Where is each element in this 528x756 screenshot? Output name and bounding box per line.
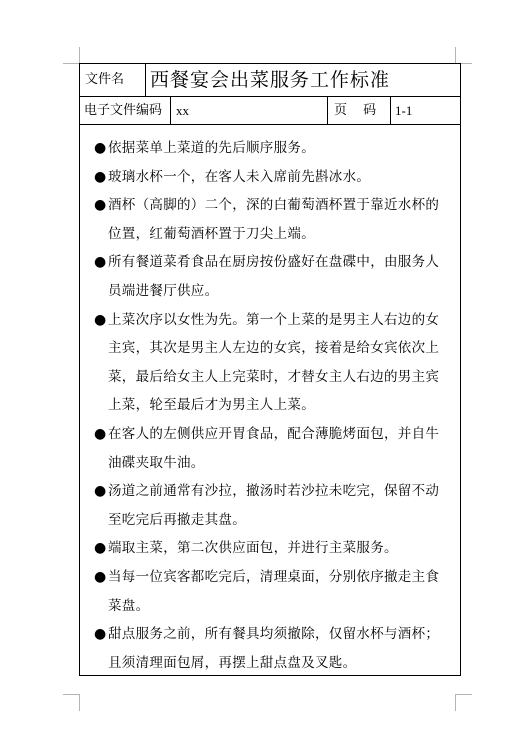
page-label: 页 码 — [328, 97, 391, 124]
bullet-icon: ● — [94, 568, 107, 585]
crop-mark-top-left — [63, 47, 80, 64]
bullet-icon: ● — [94, 168, 107, 185]
list-item — [94, 191, 449, 248]
bullet-icon: ● — [94, 197, 107, 214]
list-item-text: 端取主菜，第二次供应面包，并进行主菜服务。 — [108, 540, 398, 557]
code-value: xx — [171, 97, 328, 124]
list-item-text: 酒杯（高脚的）二个，深的白葡萄酒杯置于靠近水杯的位置，红葡萄酒杯置于刀尖上端。 — [108, 197, 440, 242]
doc-title: 西餐宴会出菜服务工作标准 — [150, 69, 391, 91]
list-item — [94, 134, 449, 163]
content-list — [94, 134, 449, 677]
bullet-icon: ● — [94, 254, 107, 271]
crop-mark-bottom-right — [455, 694, 472, 711]
bullet-icon: ● — [94, 483, 107, 500]
list-item-text: 玻璃水杯一个，在客人未入席前先斟冰水。 — [108, 168, 371, 185]
page-value: 1-1 — [395, 103, 413, 118]
crop-mark-top-right — [455, 47, 472, 64]
title-row — [80, 64, 460, 97]
code-label: 电子文件编码 — [80, 97, 171, 124]
bullet-icon: ● — [94, 626, 107, 643]
list-item — [94, 563, 449, 620]
list-item-text: 依据菜单上菜道的先后顺序服务。 — [108, 140, 315, 156]
list-item-text: 所有餐道菜肴食品在厨房按份盛好在盘碟中，由服务人员端进餐厅供应。 — [108, 254, 440, 299]
bullet-icon: ● — [94, 540, 107, 557]
crop-mark-bottom-left — [63, 694, 80, 711]
list-item-text: 在客人的左侧供应开胃食品，配合薄脆烤面包，并自牛油碟夹取牛油。 — [108, 425, 440, 471]
doc-label: 文件名 — [80, 64, 146, 96]
list-item-text: 上菜次序以女性为先。第一个上菜的是男主人右边的女主宾，其次是男主人左边的女宾，接着是给女宾依次上菜，最后给女主人上完菜时，才替女主人右边的男主宾上菜，轮至最后才为男主人上菜。 — [108, 311, 440, 414]
list-item-text: 汤道之前通常有沙拉，撤汤时若沙拉未吃完，保留不动至吃完后再撤走其盘。 — [108, 483, 440, 528]
bullet-icon: ● — [94, 311, 107, 328]
list-item — [94, 477, 449, 534]
list-item — [94, 620, 449, 677]
code-row — [80, 97, 460, 125]
list-item — [94, 534, 449, 563]
list-item — [94, 306, 449, 420]
list-item-text: 当每一位宾客都吃完后，清理桌面，分别依序撤走主食菜盘。 — [108, 568, 440, 614]
list-item — [94, 163, 449, 192]
bullet-icon: ● — [94, 140, 107, 156]
list-item-text: 甜点服务之前，所有餐具均须撤除，仅留水杯与酒杯；且须清理面包屑，再摆上甜点盘及叉匙。 — [108, 626, 440, 671]
bullet-icon: ● — [94, 425, 107, 442]
document-sheet — [79, 63, 461, 676]
list-item — [94, 420, 449, 477]
list-item — [94, 248, 449, 305]
